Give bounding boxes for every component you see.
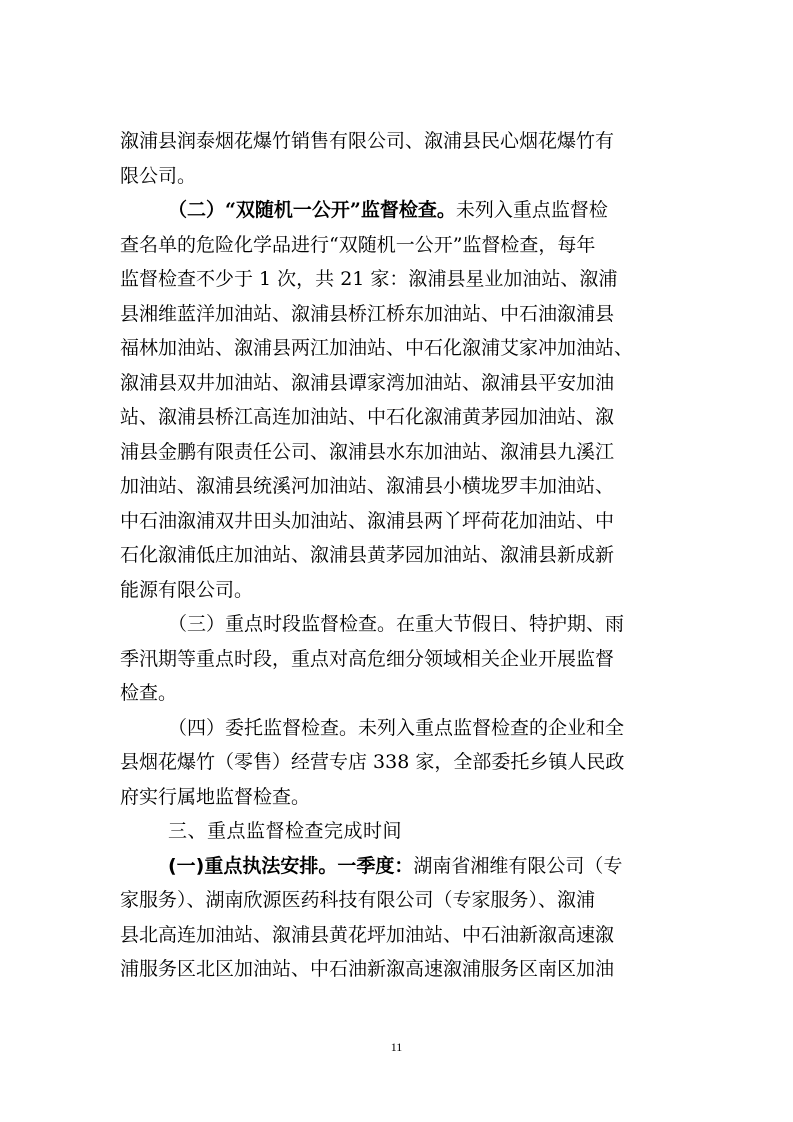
subsection-1-heading-line <box>120 849 673 884</box>
line-text: 湖南省湘维有限公司（专 <box>413 854 623 877</box>
text-line <box>120 918 673 953</box>
text-line <box>120 124 673 159</box>
text-line <box>120 538 673 573</box>
line-text: 未列入重点监督检 <box>455 199 608 221</box>
section-4-heading: （四）委托监督检查。 <box>168 716 359 739</box>
text-line <box>120 366 673 401</box>
line-text: 能源有限公司。 <box>120 578 254 601</box>
text-line <box>120 642 673 677</box>
text-line <box>120 952 673 987</box>
page-number: 11 <box>390 1040 403 1054</box>
line-text: 在重大节假日、特护期、雨 <box>396 613 625 635</box>
line-text: 季汛期等重点时段，重点对高危细分领域相关企业开展监督 <box>120 647 615 670</box>
text-line <box>120 676 673 711</box>
text-line <box>120 504 673 539</box>
chapter-3-heading-line <box>120 814 673 849</box>
line-text: 站、溆浦县桥江高连加油站、中石化溆浦黄茅园加油站、溆 <box>120 406 615 428</box>
line-text: 监督检查不少于 1 次，共 21 家：溆浦县星业加油站、溆浦 <box>120 268 618 290</box>
line-text: 中石油溆浦双井田头加油站、溆浦县两丫坪荷花加油站、中 <box>120 509 615 532</box>
line-text: 县湘维蓝洋加油站、溆浦县桥江桥东加油站、中石油溆浦县 <box>120 302 615 325</box>
line-text: 浦服务区北区加油站、中石油新溆高速溆浦服务区南区加油 <box>120 958 615 980</box>
line-text: 县烟花爆竹（零售）经营专店 338 家，全部委托乡镇人民政 <box>120 751 625 773</box>
text-line <box>120 883 673 918</box>
line-text: 石化溆浦低庄加油站、溆浦县黄茅园加油站、溆浦县新成新 <box>120 544 615 566</box>
line-text: 限公司。 <box>120 164 197 187</box>
text-line <box>120 297 673 332</box>
text-line <box>120 573 673 608</box>
section-2-heading: （二）“双随机一公开”监督检查。 <box>168 199 456 221</box>
subsection-1-heading: (一)重点执法安排。一季度： <box>168 854 414 877</box>
line-text: 加油站、溆浦县统溪河加油站、溆浦县小横垅罗丰加油站、 <box>120 475 615 497</box>
line-text: 溆浦县双井加油站、溆浦县谭家湾加油站、溆浦县平安加油 <box>120 371 615 394</box>
section-4-heading-line <box>120 711 673 746</box>
text-line <box>120 331 673 366</box>
section-3-heading-line <box>120 607 673 642</box>
chapter-3-heading: 三、重点监督检查完成时间 <box>168 820 403 842</box>
text-line <box>120 745 673 780</box>
text-line <box>120 780 673 815</box>
text-line <box>120 435 673 470</box>
section-2-heading-line <box>120 193 673 228</box>
line-text: 检查。 <box>120 682 178 704</box>
text-line <box>120 228 673 263</box>
line-text: 福林加油站、溆浦县两江加油站、中石化溆浦艾家冲加油站、 <box>120 337 634 359</box>
line-text: 浦县金鹏有限责任公司、溆浦县水东加油站、溆浦县九溪江 <box>120 440 615 463</box>
line-text: 溆浦县润泰烟花爆竹销售有限公司、溆浦县民心烟花爆竹有 <box>120 130 615 152</box>
line-text: 未列入重点监督检查的企业和全 <box>358 716 625 739</box>
section-3-heading: （三）重点时段监督检查。 <box>168 613 397 635</box>
document-body <box>120 124 673 987</box>
text-line <box>120 469 673 504</box>
line-text: 县北高连加油站、溆浦县黄花坪加油站、中石油新溆高速溆 <box>120 923 615 946</box>
text-line <box>120 400 673 435</box>
line-text: 府实行属地监督检查。 <box>120 785 311 808</box>
line-text: 查名单的危险化学品进行“双随机一公开”监督检查，每年 <box>120 233 596 256</box>
text-line <box>120 262 673 297</box>
text-line <box>120 159 673 194</box>
line-text: 家服务）、湖南欣源医药科技有限公司（专家服务）、溆浦 <box>120 889 596 911</box>
